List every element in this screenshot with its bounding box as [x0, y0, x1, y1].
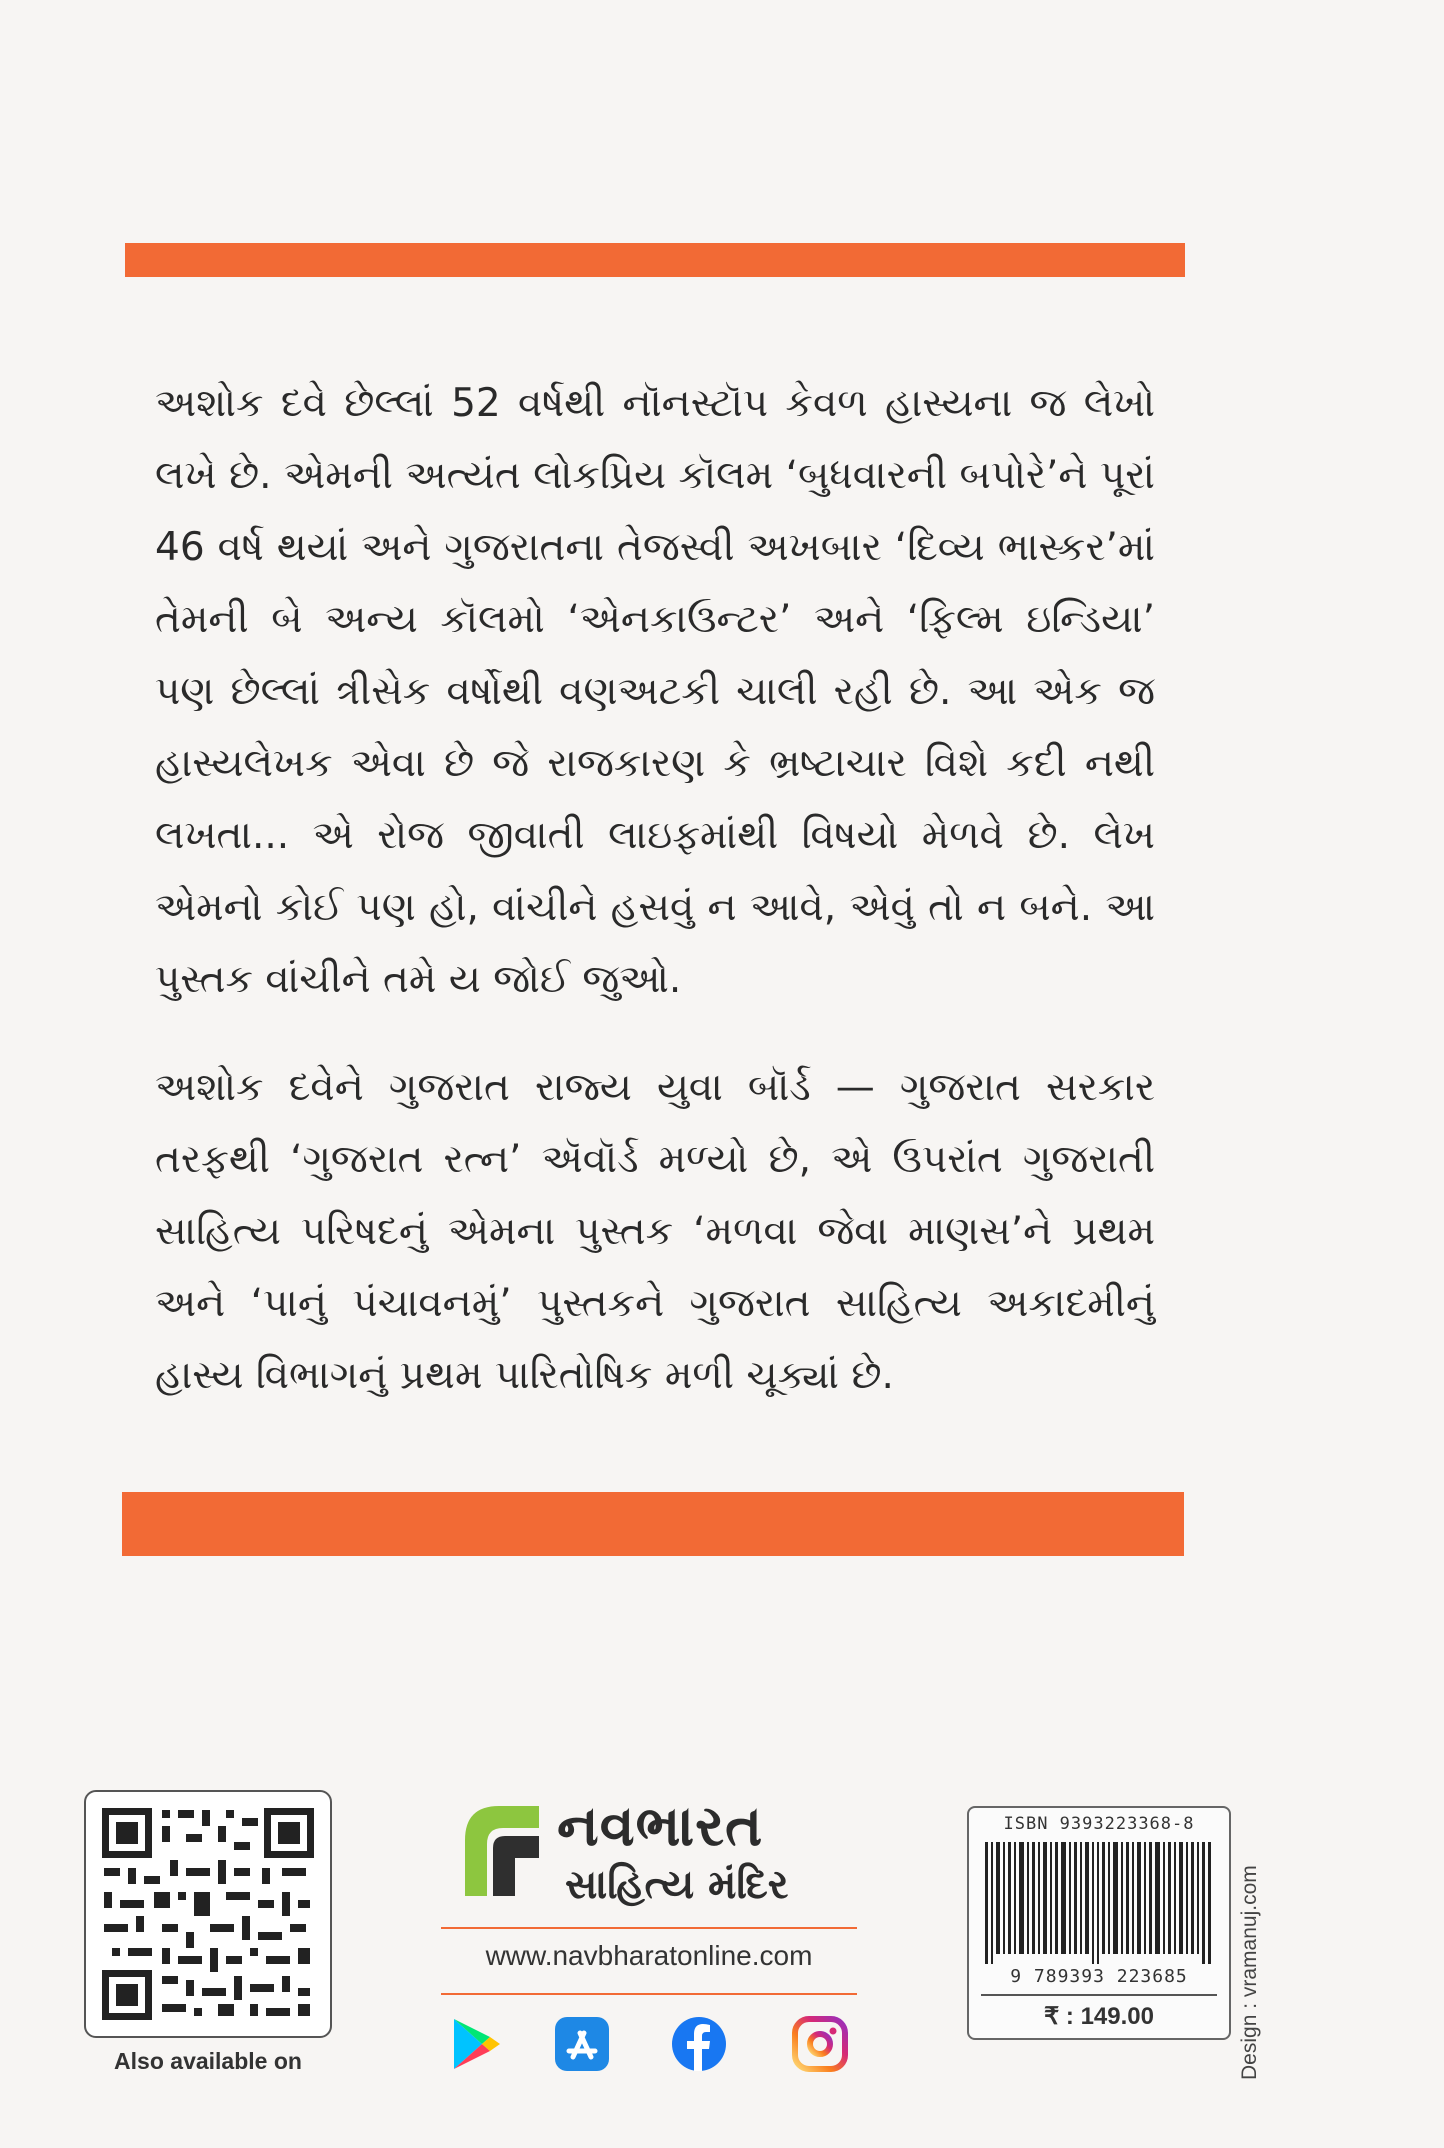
divider — [441, 1993, 857, 1995]
qr-code[interactable] — [84, 1790, 332, 2038]
description-paragraph-2: અશોક દવેને ગુજરાત રાજ્ય યુવા બૉર્ડ — ગુજરાત સરકાર તરફથી ‘ગુજરાત રત્ન’ ઍવૉર્ડ મળ્યો છે, એ ઉપરાંત ગુજરાતી સાહિત્ય પરિષદનું એમના પુસ્તક ‘મળવા જેવા માણસ’ને પ્રથમ અને ‘પાનું પંચાવનમું’ પુસ્તકને ગુજરાત સાહિત્ય અકાદમીનું હાસ્ય વિભાગનું પ્રથમ પારિતોષિક મળી ચૂક્યાં છે. — [155, 1065, 1168, 1398]
publisher-subname: સાહિત્ય મંદિર — [565, 1862, 789, 1908]
publisher-website-link[interactable]: www.navbharatonline.com — [485, 1940, 813, 1971]
orange-bar-top — [125, 243, 1185, 277]
also-available-label: Also available on — [114, 2048, 302, 2074]
price-label: ₹ : 149.00 — [1043, 2003, 1154, 2030]
barcode-panel — [967, 1806, 1231, 2040]
design-credit: Design : vramanuj.com — [1238, 1865, 1261, 2080]
google-play-icon[interactable] — [446, 2015, 504, 2073]
publisher-name: નવભારત — [557, 1794, 764, 1859]
isbn-label: ISBN 9393223368-8 — [1003, 1814, 1195, 1834]
divider — [981, 1994, 1217, 1996]
description-paragraph-1: અશોક દવે છેલ્લાં 52 વર્ષથી નૉનસ્ટૉપ કેવળ હાસ્યના જ લેખો લખે છે. એમની અત્યંત લોકપ્રિય કૉલમ ‘બુધવારની બપોરે’ને પૂરાં 46 વર્ષ થયાં અને ગુજરાતના તેજસ્વી અખબાર ‘દિવ્ય ભાસ્કર’માં તેમની બે અન્ય કૉલમો ‘એનકાઉન્ટર’ અને ‘ફિલ્મ ઇન્ડિયા’ પણ છેલ્લાં ત્રીસેક વર્ષોથી વણઅટકી ચાલી રહી છે. આ એક જ હાસ્યલેખક એવા છે જે રાજકારણ કે ભ્રષ્ટાચાર વિશે કદી નથી લખતા... એ રોજ જીવાતી લાઇફમાંથી વિષયો મેળવે છે. લેખ એમનો કોઈ પણ હો, વાંચીને હસવું ન આવે, એવું તો ન બને. આ પુસ્તક વાંચીને તમે ય જોઈ જુઓ. — [155, 381, 1168, 1002]
barcode-icon — [985, 1842, 1213, 1964]
app-store-icon[interactable] — [553, 2015, 611, 2073]
orange-bar-bottom — [122, 1492, 1184, 1556]
barcode-digits: 9 789393 223685 — [1010, 1966, 1188, 1987]
divider — [441, 1927, 857, 1929]
instagram-icon[interactable] — [791, 2015, 849, 2073]
qr-code-icon — [102, 1808, 314, 2020]
publisher-logo-icon — [447, 1800, 545, 1898]
facebook-icon[interactable] — [670, 2015, 728, 2073]
